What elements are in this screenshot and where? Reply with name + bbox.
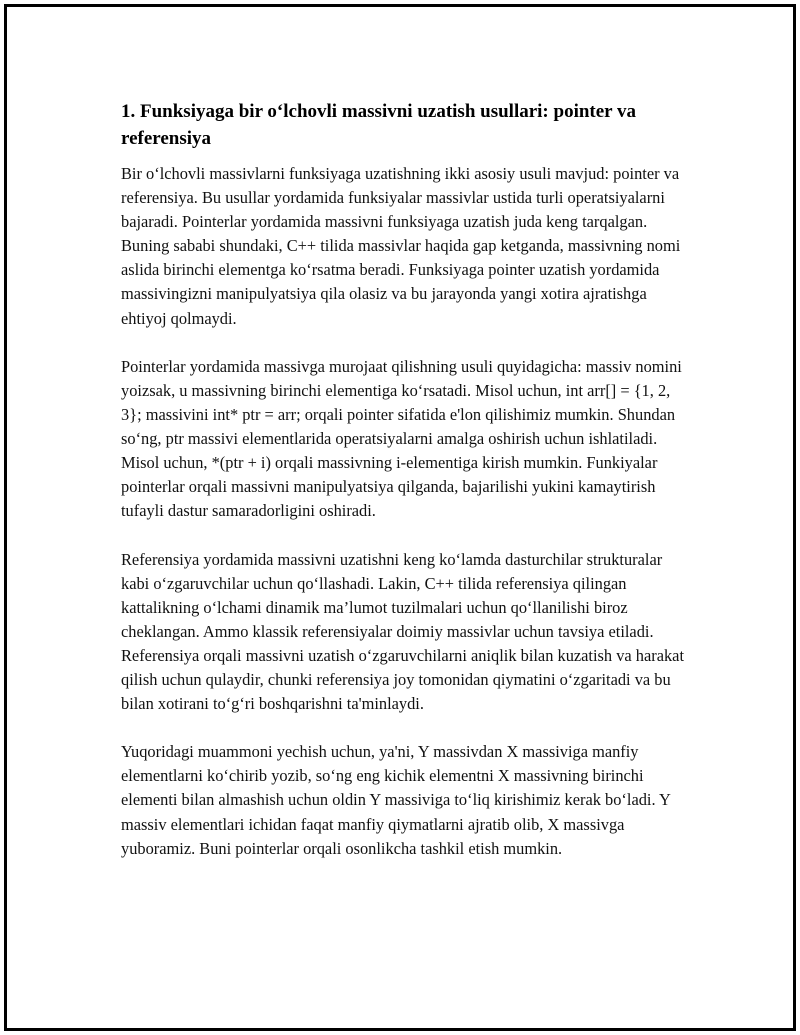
document-body — [121, 98, 693, 861]
paragraph-3: Referensiya yordamida massivni uzatishni keng ko‘lamda dasturchilar strukturalar kabi o‘zgaruvchilar uchun qo‘llashadi. Lakin, C++ tilida referensiya qilingan kattalikning o‘lchami dinamik ma’lumot tuzilmalari uchun qo‘llanilishi biroz cheklangan. Ammo klassik referensiyalar doimiy massivlar uchun tavsiya etiladi. Referensiya orqali massivni uzatish o‘zgaruvchilarni aniqlik bilan kuzatish va harakat qilish uchun qulaydir, chunki referensiya joy tomonidan qiymatini o‘zgaritadi va bu bilan xotirani to‘g‘ri boshqarishni ta'minlaydi. — [121, 549, 685, 714]
document-page — [4, 4, 796, 1031]
section-heading: 1. Funksiyaga bir o‘lchovli massivni uzatish usullari: pointer va referensiya — [121, 101, 637, 149]
paragraph-1: Bir o‘lchovli massivlarni funksiyaga uzatishning ikki asosiy usuli mavjud: pointer va referensiya. Bu usullar yordamida funksiyalar massivlar ustida turli operatsiyalarni bajaradi. Pointerlar yordamida massivni funksiyaga uzatish juda keng tarqalgan. Buning sababi shundaki, C++ tilida massivlar haqida gap ketganda, massivning nomi aslida birinchi elementga ko‘rsatma beradi. Funksiyaga pointer uzatish yordamida massivingizni manipulyatsiya qila olasiz va bu jarayonda yangi xotira ajratishga ehtiyoj qolmaydi. — [121, 164, 681, 328]
paragraph-4: Yuqoridagi muammoni yechish uchun, ya'ni, Y massivdan X massiviga manfiy elementlarni ko‘chirib yozib, so‘ng eng kichik elementni X massivning birinchi elementi bilan almashish uchun oldin Y massiviga to‘liq kirishimiz kerak bo‘ladi. Y massiv elementlari ichidan faqat manfiy qiymatlarni ajratib olib, X massivga yuboramiz. Buni pointerlar orqali osonlikcha tashkil etish mumkin. — [121, 742, 671, 858]
paragraph-2: Pointerlar yordamida massivga murojaat qilishning usuli quyidagicha: massiv nomini yoizsak, u massivning birinchi elementiga ko‘rsatadi. Misol uchun, int arr[] = {1, 2, 3}; massivini int* ptr = arr; orqali pointer sifatida e'lon qilishimiz mumkin. Shundan so‘ng, ptr massivi elementlarida operatsiyalarni amalga oshirish uchun ishlatiladi. Misol uchun, *(ptr + i) orqali massivning i-elementiga kirish mumkin. Funkiyalar pointerlar orqali massivni manipulyatsiya qilganda, bajarilishi yukini kamaytirish tufayli dastur samaradorligini oshiradi. — [121, 356, 682, 521]
